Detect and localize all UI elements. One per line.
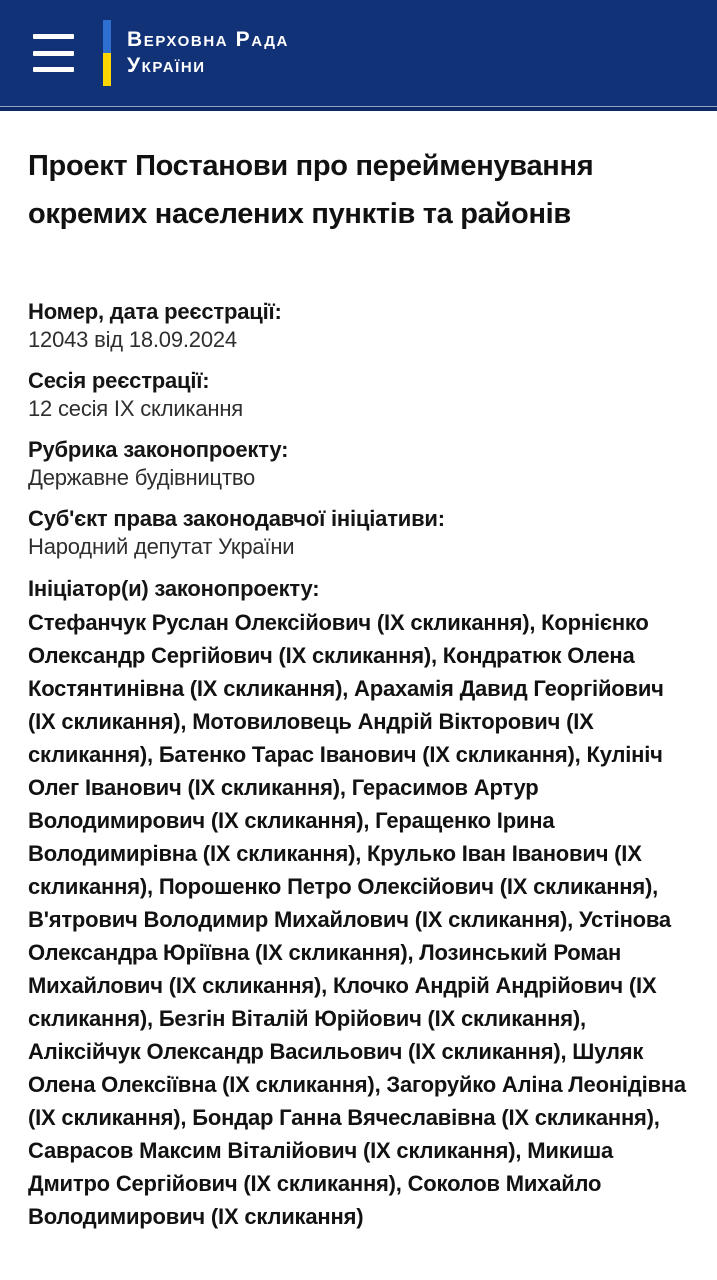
hamburger-bar xyxy=(33,51,74,56)
rada-logo[interactable] xyxy=(103,20,289,86)
field-value: 12 сесія IX скликання xyxy=(28,396,243,421)
field-label: Ініціатор(и) законопроекту: xyxy=(28,576,320,601)
ukraine-flag-stripe-icon xyxy=(103,20,111,86)
flag-stripe-yellow xyxy=(103,53,111,86)
page-title: Проект Постанови про перейменування окремих населених пунктів та районів xyxy=(28,150,594,230)
hamburger-menu-icon[interactable] xyxy=(33,34,74,72)
logo-text xyxy=(127,27,289,79)
initiators-list: Стефанчук Руслан Олексійович (IX скликання), Корнієнко Олександр Сергійович (IX скликання), Кондратюк Олена Костянтинівна (IX скликання), Арахамія Давид Георгійович (IX скликання), Мотовиловець Андрій Вікторович (IX скликання), Батенко Тарас Іванович (IX скликання), Кулініч Олег Іванович (IX скликання), Герасимов Артур Володимирович (IX скликання), Геращенко Ірина Володимирівна (IX скликання), Крулько Іван Іванович (IX скликання), Порошенко Петро Олексійович (IX скликання), В'ятрович Володимир Михайлович (IX скликання), Устінова Олександра Юріївна (IX скликання), Лозинський Роман Михайлович (IX скликання), Клочко Андрій Андрійович (IX скликання), Безгін Віталій Юрійович (IX скликання), Аліксійчук Олександр Васильович (IX скликання), Шуляк Олена Олексіївна (IX скликання), Загоруйко Аліна Леонідівна (IX скликання), Бондар Ганна Вячеславівна (IX скликання), Саврасов Максим Віталійович (IX скликання), Микиша Дмитро Сергійович (IX скликання), Соколов Михайло Володимирович (IX скликання) xyxy=(28,610,686,1229)
field-registration-session xyxy=(28,367,689,423)
top-header xyxy=(0,0,717,106)
field-label: Суб'єкт права законодавчої ініціативи: xyxy=(28,506,445,531)
field-bill-rubric xyxy=(28,436,689,492)
field-bill-initiators xyxy=(28,574,689,1233)
header-divider xyxy=(0,106,717,111)
field-label: Рубрика законопроекту: xyxy=(28,437,289,462)
bill-details-page xyxy=(0,142,717,1233)
logo-text-line1: Верховна Рада xyxy=(127,28,289,51)
logo-text-line2: України xyxy=(127,54,206,77)
flag-stripe-blue xyxy=(103,20,111,53)
field-initiative-subject xyxy=(28,505,689,561)
field-registration-number xyxy=(28,298,689,354)
field-value: Державне будівництво xyxy=(28,465,256,490)
hamburger-bar xyxy=(33,34,74,39)
field-label: Номер, дата реєстрації: xyxy=(28,299,282,324)
hamburger-bar xyxy=(33,67,74,72)
field-value: 12043 від 18.09.2024 xyxy=(28,327,237,352)
field-value: Народний депутат України xyxy=(28,534,295,559)
field-label: Сесія реєстрації: xyxy=(28,368,210,393)
